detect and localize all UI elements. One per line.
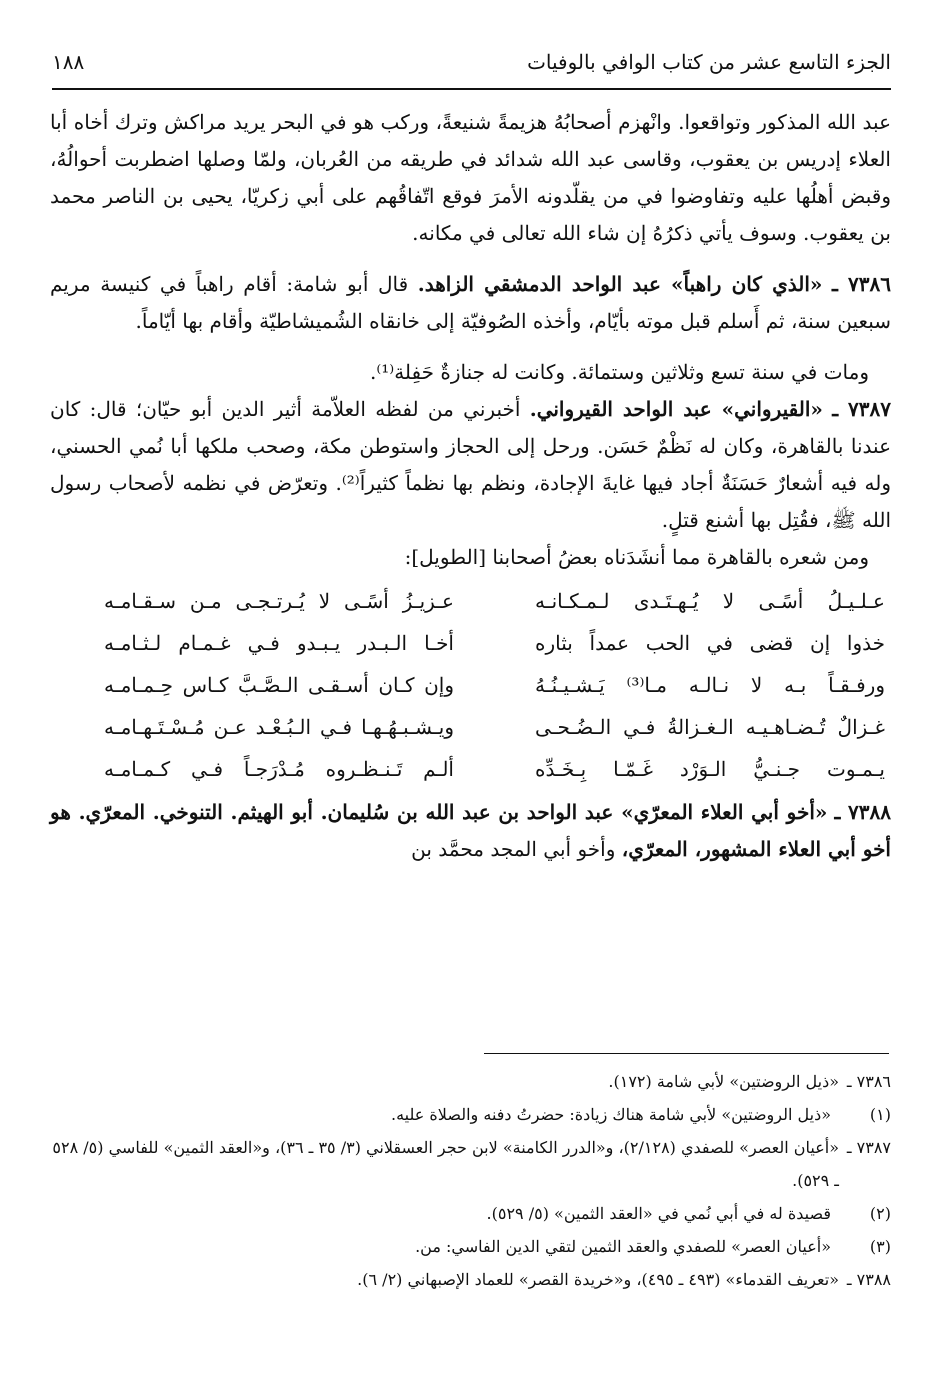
footnote-key: ٧٣٨٦ ـ — [846, 1072, 891, 1091]
footnote — [50, 1263, 891, 1296]
verse-line — [50, 706, 891, 748]
verse-second-hemistich: ويـشـبـهُـهـا فـي الـبُـعْـد عـن مُـسْـتَـهـامـه — [104, 714, 454, 739]
poem — [50, 580, 891, 790]
entry-7386-death: ومات في سنة تسع وثلاثين وستمائة. وكانت له جنازةٌ حَفِلة⁽¹⁾. — [369, 360, 869, 384]
verse-second-hemistich: وإن كـان أسـقـى الـصَّـبَّ كـاس حِـمـامـه — [104, 672, 454, 697]
footnote-text: «تعريف القدماء» (٤٩٣ ـ ٤٩٥)، و«خريدة القصر» للعماد الإصبهاني (٢/ ٦). — [357, 1270, 839, 1289]
footnote-text: «أعيان العصر» للصفدي (٢/١٢٨)، و«الدرر الكامنة» لابن حجر العسقلاني (٣/ ٣٥ ـ ٣٦)، و«العقد الثمين» للفاسي (٥/ ٥٢٨ ـ ٥٢٩). — [52, 1138, 839, 1190]
entry-text: وأخو أبي المجد محمَّد بن — [411, 837, 622, 861]
footnote-text: «ذيل الروضتين» لأبي شامة (١٧٢). — [608, 1072, 839, 1091]
entry-heading: «الذي كان راهباً» عبد الواحد الدمشقي الزاهد. — [417, 272, 823, 296]
verse-intro: ومن شعره بالقاهرة مما أنشَدَناه بعضُ أصحابنا [الطويل]: — [404, 545, 869, 569]
entry-text: أخبرني من لفظه العلاّمة أثير الدين أبو حيّان؛ قال: كان عندنا بالقاهرة، وكان له نَظْمٌ حَسَن. ورحل إلى الحجاز واستوطن مكة، وصحب ملكها أبا نُمي الحسني، وله فيه أشعارٌ حَسَنَةٌ أجاد فيها غايةَ الإجادة، ونظم بها نظماً كثيراً⁽²⁾. وتعرّض في نظمه لأصحاب رسول الله ﷺ، فقُتِل بها أشنع قتلٍ. — [50, 397, 891, 532]
verse-first-hemistich: ورفـقـاً بـه لا نـالـه مـا⁽³⁾ يَـشـيـنُـهُ — [535, 672, 885, 697]
running-title: الجزء التاسع عشر من كتاب الوافي بالوفيات — [527, 50, 891, 74]
footnote — [50, 1065, 891, 1098]
verse-first-hemistich: عـلـيـلُ أسًـى لا يُـهـتَـدى لـمـكـانـه — [535, 588, 885, 613]
verse-line — [50, 664, 891, 706]
footnote-key: ٧٣٨٨ ـ — [846, 1270, 891, 1289]
footnote-key: ٧٣٨٧ ـ — [846, 1138, 891, 1157]
footnotes — [50, 1065, 891, 1296]
page-number: ١٨٨ — [52, 50, 85, 74]
footnote-text: «أعيان العصر» للصفدي والعقد الثمين لتقي الدين الفاسي: من. — [415, 1237, 831, 1256]
footnote — [50, 1131, 891, 1197]
paragraph-continuation: عبد الله المذكور وتواقعوا. وانْهزم أصحابُهُ هزيمةً شنيعةً، وركب هو في البحر يريد مراكش وترك أخاه أبا العلاء إدريس بن يعقوب، وقاسى عبد الله شدائد في طريقه من العُربان، ولمّا وصلها اضطربت أحوالُهُ، وقبض أهلُها عليه وتفاوضوا في من يقلّدونه الأمرَ فوقع اتّفاقُهم على أبي زكريّا، يحيى بن الناصر محمد بن يعقوب. وسوف يأتي ذكرُهُ إن شاء الله تعالى في مكانه. — [50, 110, 891, 245]
header-rule — [52, 88, 891, 90]
footnote-text: قصيدة له في أبي نُمي في «العقد الثمين» (٥/ ٥٢٩). — [486, 1204, 831, 1223]
entry-7386 — [50, 266, 891, 340]
entry-number: ٧٣٨٨ ـ — [834, 800, 892, 824]
verse-first-hemistich: خذوا إن قضى في الحب عمداً بثاره — [535, 630, 885, 655]
entry-text: قال أبو شامة: أقام راهباً في كنيسة مريم سبعين سنة، ثم أَسلم قبل موته بأيّام، وأخذه الصُوفيّة إلى خانقاه الشُميشاطيّة وأقام بها أيّاماً. — [50, 272, 891, 333]
verse-line — [50, 748, 891, 790]
entry-number: ٧٣٨٦ ـ — [831, 272, 891, 296]
verse-line — [50, 580, 891, 622]
entry-heading: «أخو أبي العلاء المعرّي» عبد الواحد بن عبد الله بن سُليمان. أبو الهيثم. التنوخي. المعرّي. هو أخو أبي العلاء المشهور، المعرّي، — [50, 800, 891, 861]
footnote — [50, 1197, 891, 1230]
footnote-key: (٢) — [869, 1204, 891, 1223]
verse-second-hemistich: أخـا الـبـدر يـبـدو فـي غـمـام لـثـامـه — [104, 630, 454, 655]
verse-first-hemistich: غـزالٌ تُـضـاهـيـه الـغـزالةُ فـي الـضُـحـى — [535, 714, 885, 739]
verse-second-hemistich: عـزيـزُ أسًـى لا يُـرتـجـى مـن سـقـامـه — [104, 588, 454, 613]
footnote-key: (١) — [869, 1105, 891, 1124]
main-text — [50, 104, 891, 868]
verse-line — [50, 622, 891, 664]
footnote-rule — [484, 1053, 889, 1054]
entry-7387 — [50, 391, 891, 539]
footnote-text: «ذيل الروضتين» لأبي شامة هناك زيادة: حضرتُ دفنه والصلاة عليه. — [391, 1105, 831, 1124]
verse-first-hemistich: يـمـوت جـنـيُّ الـوَرْد غَـمّـا بِـخَـدِّه — [535, 756, 885, 781]
footnote-key: (٣) — [869, 1237, 891, 1256]
page-header — [52, 40, 891, 84]
entry-7388 — [50, 794, 891, 868]
footnote — [50, 1230, 891, 1263]
verse-second-hemistich: ألـم تَـنـظـروه مُـدْرَجـاً فـي كـمـامـه — [104, 756, 454, 781]
entry-number: ٧٣٨٧ ـ — [832, 397, 892, 421]
footnote — [50, 1098, 891, 1131]
entry-heading: «القيرواني» عبد الواحد القيرواني. — [529, 397, 823, 421]
